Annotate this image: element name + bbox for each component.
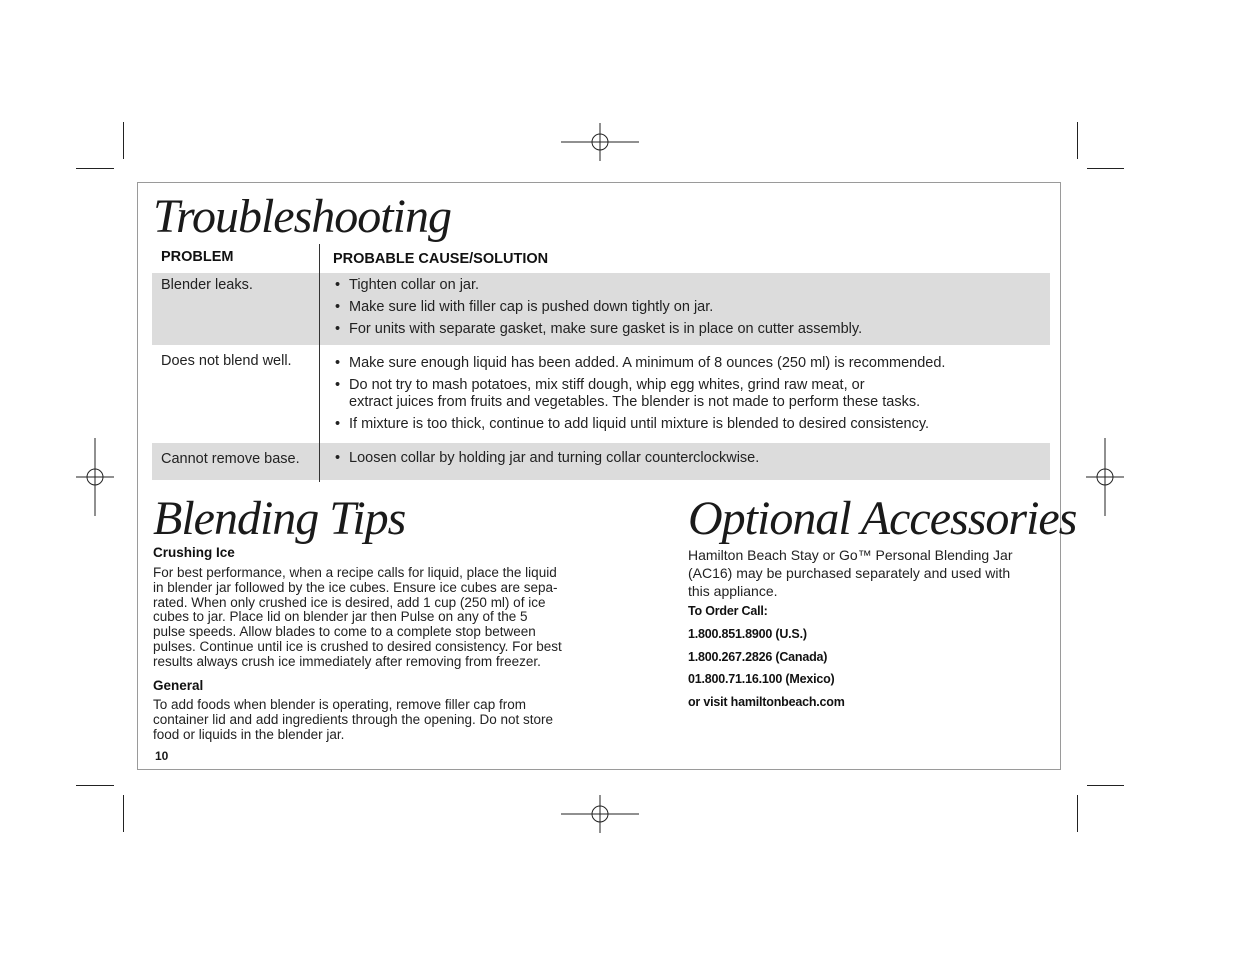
solution-item: • Do not try to mash potatoes, mix stiff dough, whip egg whites, grind raw meat, or [333,377,945,394]
solution-item: • Loosen collar by holding jar and turning collar counterclockwise. [333,450,759,467]
order-call-label: To Order Call: [688,604,768,618]
page-number: 10 [155,749,169,763]
solution-list [333,277,862,343]
troubleshooting-title: Troubleshooting [153,190,451,243]
problem-cell: Cannot remove base. [161,451,300,467]
general-text: To add foods when blender is operating, remove filler cap from container lid and add ingredients through the opening. Do not store food or liquids in the blender jar. [153,697,554,742]
solution-item-continued: extract juices from fruits and vegetables. The blender is not made to perform these tasks. [349,394,921,410]
optional-accessories-title: Optional Accessories [688,492,1077,545]
solution-list [333,355,945,438]
crushing-ice-heading: Crushing Ice [153,545,235,560]
phone-us: 1.800.851.8900 (U.S.) [688,627,807,641]
blending-tips-title: Blending Tips [153,492,406,545]
registration-mark-right [1086,438,1124,516]
solution-item: • If mixture is too thick, continue to add liquid until mixture is blended to desired consistency. [333,416,945,433]
solution-item: • For units with separate gasket, make sure gasket is in place on cutter assembly. [333,321,862,338]
registration-mark-bottom [561,795,639,833]
accessories-description: Hamilton Beach Stay or Go™ Personal Blending Jar (AC16) may be purchased separately and used with this appliance. [688,547,1013,600]
solution-item: • Tighten collar on jar. [333,277,862,294]
problem-column-header: PROBLEM [161,249,234,265]
registration-mark-left [76,438,114,516]
table-row [152,273,1050,345]
registration-mark-top [561,123,639,161]
solution-item: • Make sure enough liquid has been added. A minimum of 8 ounces (250 ml) is recommended. [333,355,945,372]
phone-mexico: 01.800.71.16.100 (Mexico) [688,672,835,686]
phone-canada: 1.800.267.2826 (Canada) [688,650,828,664]
table-row [152,443,1050,480]
general-heading: General [153,678,204,693]
column-divider [319,244,320,482]
solution-item: • Make sure lid with filler cap is pushed down tightly on jar. [333,299,862,316]
solution-column-header: PROBABLE CAUSE/SOLUTION [333,251,549,267]
problem-cell: Blender leaks. [161,277,253,293]
crushing-ice-text: For best performance, when a recipe calls for liquid, place the liquid in blender jar followed by the ice cubes. Ensure ice cubes are sepa- rated. When only crushed ice is desired, add 1 cup (250 ml) of ice cubes to jar. Place lid on blender jar then Pulse on any of the 5 pulse speeds. Allow blades to come to a complete stop between pulses. Continue until ice is crushed to desired consistency. For best results always crush ice immediately after removing from freezer. [153,565,562,669]
solution-list [333,450,759,472]
problem-cell: Does not blend well. [161,353,292,369]
website-link[interactable]: or visit hamiltonbeach.com [688,695,845,709]
table-row [152,345,1050,443]
